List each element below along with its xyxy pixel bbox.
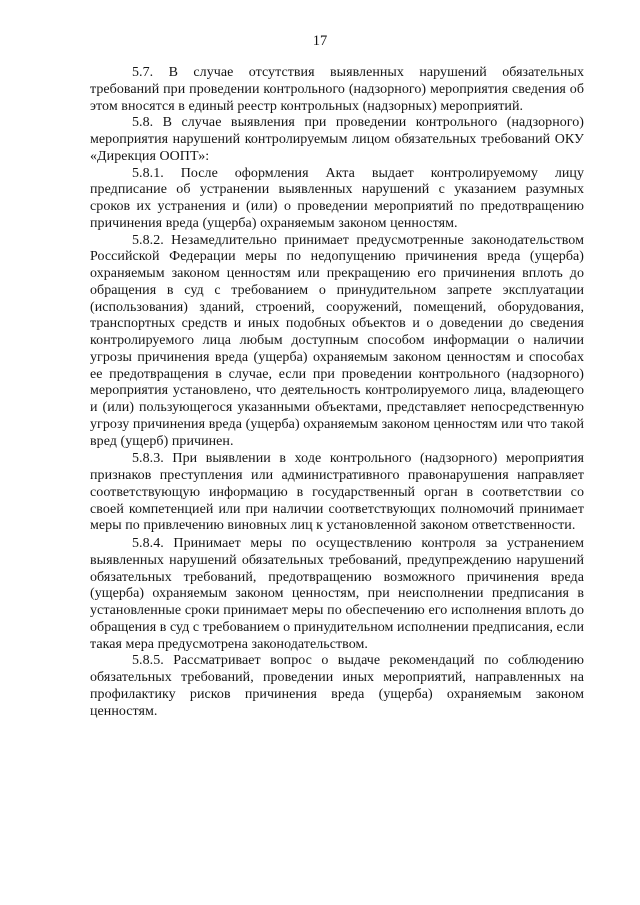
paragraph-5-8: 5.8. В случае выявления при проведении контрольного (надзорного) мероприятия нарушений контролируемым лицом обязательных требований ОКУ «Дирекция ООПТ»: [90,115,584,164]
document-body [90,65,584,720]
page-number: 17 [312,33,328,49]
paragraph-5-8-3: 5.8.3. При выявлении в ходе контрольного (надзорного) мероприятия признаков преступления или административного правонарушения направляет соответствующую информацию в государственный орган в соответствии со своей компетенцией или при наличии соответствующих полномочий принимает меры по привлечению виновных лиц к установленной законом ответственности. [90,451,584,534]
paragraph-5-8-1: 5.8.1. После оформления Акта выдает контролируемому лицу предписание об устранении выявленных нарушений с указанием разумных сроков их устранения и (или) о проведении мероприятий по предотвращению причинения вреда (ущерба) охраняемым законом ценностям. [90,165,584,231]
paragraph-5-7: 5.7. В случае отсутствия выявленных нарушений обязательных требований при проведении контрольного (надзорного) мероприятия сведения об этом вносятся в единый реестр контрольных (надзорных) мероприятий. [90,65,584,114]
paragraph-5-8-5: 5.8.5. Рассматривает вопрос о выдаче рекомендаций по соблюдению обязательных требований, проведении иных мероприятий, направленных на профилактику рисков причинения вреда (ущерба) охраняемым законом ценностям. [90,653,584,719]
paragraph-5-8-2: 5.8.2. Незамедлительно принимает предусмотренные законодательством Российской Федерации меры по недопущению причинения вреда (ущерба) охраняемым законом ценностям или прекращению его причинения вплоть до обращения в суд с требованием о принудительном запрете эксплуатации (использования) зданий, строений, сооружений, помещений, оборудования, транспортных средств и иных подобных объектов и о доведении до сведения контролируемого лица любым доступным способом информации о наличии угрозы причинения вреда (ущерба) охраняемым законом ценностям и способах ее предотвращения в случае, если при проведении контрольного (надзорного) мероприятия установлено, что деятельность контролируемого лица, владеющего и (или) пользующегося указанными объектами, представляет непосредственную угрозу причинения вреда (ущерба) охраняемым законом ценностям или что такой вред (ущерб) причинен. [90,232,584,449]
paragraph-5-8-4: 5.8.4. Принимает меры по осуществлению контроля за устранением выявленных нарушений обязательных требований, предупреждению нарушений обязательных требований, предотвращению возможного причинения вреда (ущерба) охраняемым законом ценностям, при неисполнении предписания в установленные сроки принимает меры по обеспечению его исполнения вплоть до обращения в суд с требованием о принудительном исполнении предписания, если такая мера предусмотрена законодательством. [90,536,585,652]
